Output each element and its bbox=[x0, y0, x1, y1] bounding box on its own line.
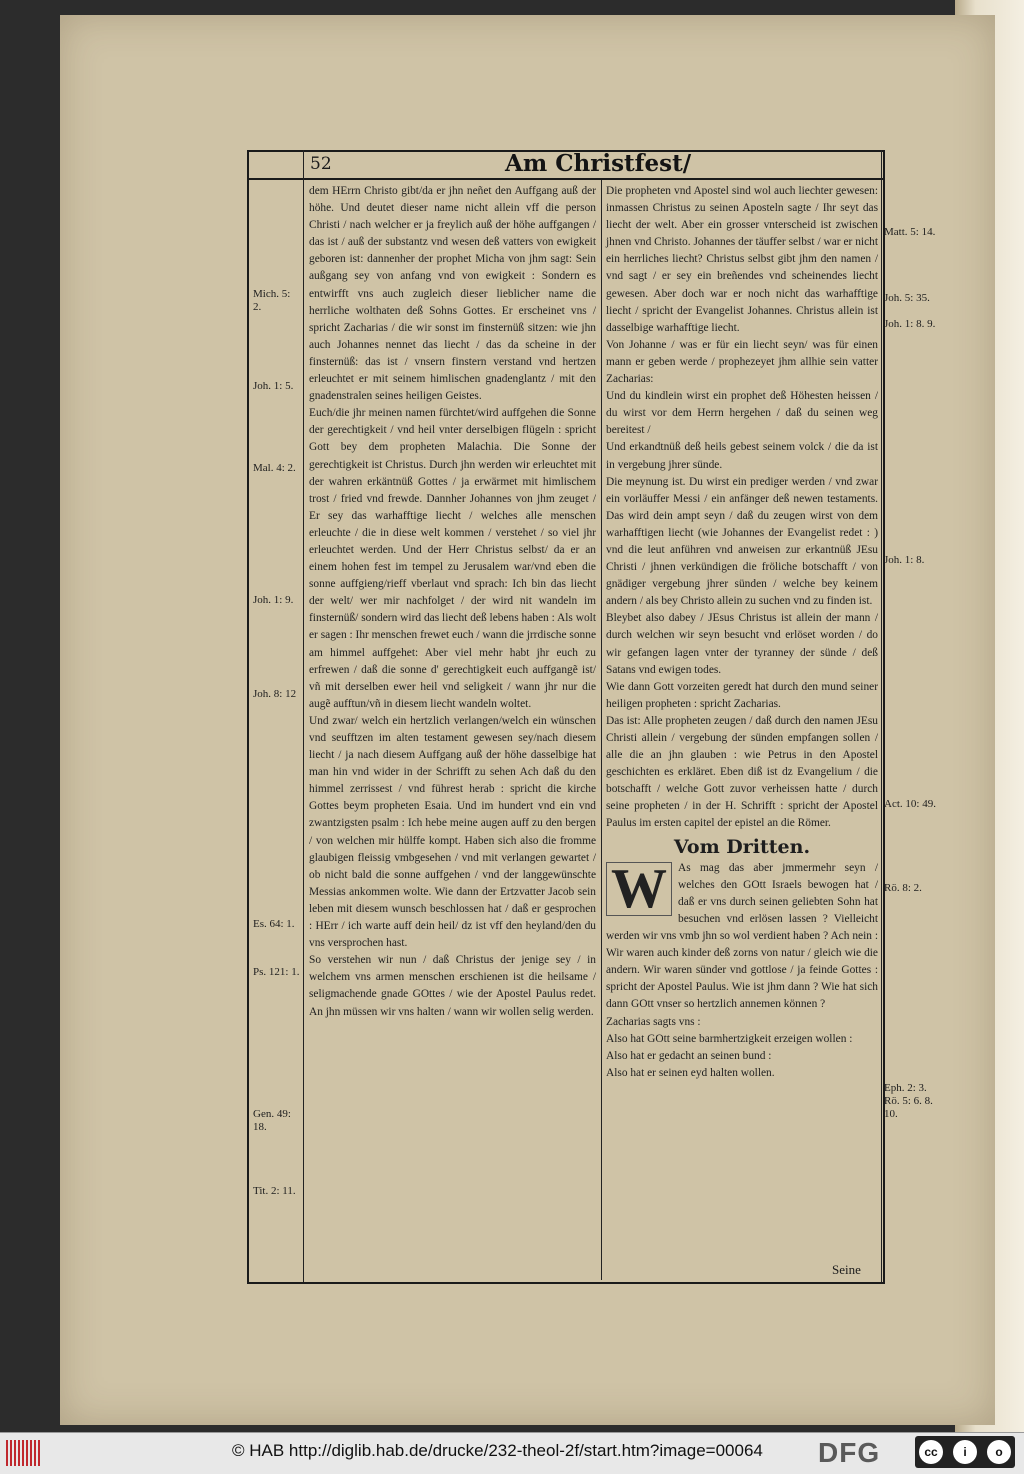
dropcap-initial: W bbox=[606, 862, 672, 916]
column-divider bbox=[601, 180, 602, 1280]
paragraph: Also hat er gedacht an seinen bund : bbox=[606, 1049, 772, 1062]
margin-note: Joh. 1: 8. bbox=[884, 554, 925, 566]
right-text-column bbox=[606, 183, 878, 1082]
header-rule bbox=[247, 178, 883, 180]
paragraph bbox=[606, 857, 878, 1014]
source-attribution-link[interactable]: © HAB http://diglib.hab.de/drucke/232-theol-2f/start.htm?image=00064 bbox=[232, 1441, 763, 1460]
paragraph: So verstehen wir nun / daß Christus der jenige sey / in welchem vns armen menschen erschienen ist die heilsame / seligmachende gnade GOttes / wie der Apostel Paulus redet. An jhn müssen wir vns halten / wann wir wollen selig werden. bbox=[309, 954, 596, 1018]
margin-note: Mich. 5: 2. bbox=[253, 288, 291, 313]
scripture-quote: Und du kindlein wirst ein prophet deß Höhesten heissen / du wirst vor dem Herrn hergehen / daß du seinen weg bereitest / bbox=[606, 390, 878, 437]
margin-note: Joh. 5: 35. bbox=[884, 292, 930, 304]
margin-note: Mal. 4: 2. bbox=[253, 462, 296, 474]
paragraph: Die propheten vnd Apostel sind wol auch liechter gewesen: inmassen Christus zu seinen Aposteln sagte / Ihr seyt das liecht der welt. Aber ein grosser vnterscheid ist zwischen jhnen vnd Christo. Johannes der täuffer selbst / war er nicht ein herrliches liecht? Christus selbst gibt jhm den namen / vnd sagt / er sey ein breñendes vnd scheinendes liecht gewesen. Aber doch war er noch nicht das warhafftige liecht / spricht der Evangelist Johannes. Christus allein ist dasselbige warhafftige liecht. bbox=[606, 185, 878, 334]
paragraph: Von Johanne / was er für ein liecht seyn/ was für einen mann er geben werde / prophezeyet jhm allhie sein vatter Zacharias: bbox=[606, 338, 878, 386]
margin-note: Act. 10: 49. bbox=[884, 798, 936, 810]
paragraph: Wie dann Gott vorzeiten geredt hat durch den mund seiner heiligen propheten : spricht Zacharias. bbox=[606, 680, 878, 710]
margin-note: Joh. 1: 8. 9. bbox=[884, 318, 936, 330]
margin-note: Tit. 2: 11. bbox=[253, 1185, 296, 1197]
attribution-icon: i bbox=[953, 1440, 977, 1464]
paragraph: Das ist: Alle propheten zeugen / daß durch den namen JEsu Christi allein / vergebung der sünden empfangen sollen / alle die an jhn glauben : wie Petrus in den Apostel geschichten es erkläret. Eben diß ist dz Evangelium / die botschafft / welche Gott zuvor verheissen hatte / durch seine propheten / in der H. Schrifft : spricht der Apostel Paulus im ersten capitel der epistel an die Römer. bbox=[606, 714, 878, 830]
left-text-column bbox=[309, 183, 596, 1021]
paragraph: Bleybet also dabey / JEsus Christus ist allein der mann / durch welchen wir seyn besucht vnd erlöset worden / do wir gefangen lagen vnter der tyranney der sünde / deß Satans vnd ewigen todes. bbox=[606, 612, 878, 676]
margin-note: Rö. 8: 2. bbox=[884, 882, 922, 894]
margin-note: Joh. 1: 9. bbox=[253, 594, 294, 606]
share-alike-icon: o bbox=[987, 1440, 1011, 1464]
paragraph: Und zwar/ welch ein hertzlich verlangen/welch ein wünschen vnd seufftzen im alten testament gewesen sey/nach diesem liecht / ja nach diesem Auffgang auß der höhe dasselbige hat man hin vnd wider in der Schrifft zu sehen Ach daß du den himmel zerrissest / vnd führest herab : spricht die kirche Gottes beym propheten Esaia. Und im hundert vnd ein vnd zwantzigsten psalm : Ich hebe meine augen auff zu den bergen / von welchen mir hülffe kompt. Haben sich also die fromme glaubigen fleissig vmbgesehen / vnd mit verlangen gewartet / ob nicht bald die sonne auffgehen / vnd der langgewünschte Messias ankommen wolte. Wie dann der Ertzvatter Jacob sein leben mit diesem wunsch beschlossen hat / daß er gesprochen : HErr / ich warte auff dein heil/ dz ist vff den heyland/den du vns versprochen hast. bbox=[309, 714, 596, 950]
margin-note: Es. 64: 1. bbox=[253, 918, 295, 930]
section-heading: Vom Dritten. bbox=[673, 835, 811, 858]
scripture-quote: Und erkandtnüß deß heils gebest seinem volck / die da ist in vergebung jhrer sünde. bbox=[606, 441, 878, 471]
margin-note: Ps. 121: 1. bbox=[253, 966, 300, 978]
dfg-logo: DFG bbox=[818, 1437, 881, 1468]
paragraph: Zacharias sagts vns : bbox=[606, 1015, 701, 1028]
right-margin-rule bbox=[881, 150, 882, 1282]
margin-note: Matt. 5: 14. bbox=[884, 226, 936, 238]
margin-note: Gen. 49: 18. bbox=[253, 1108, 291, 1133]
paragraph: Also hat er seinen eyd halten wollen. bbox=[606, 1066, 775, 1079]
library-barcode-icon bbox=[6, 1440, 42, 1466]
margin-note: Eph. 2: 3. Rö. 5: 6. 8. 10. bbox=[884, 1082, 933, 1120]
running-title: Am Christfest/ bbox=[505, 150, 692, 177]
catchword: Seine bbox=[832, 1262, 861, 1277]
left-margin-rule bbox=[303, 150, 304, 1282]
paragraph-text: As mag das aber jmmermehr seyn / welches den GOtt Israels bewogen hat / daß er vns durch seinen geliebten Sohn hat besuchen vnd erlösen lassen ? Vielleicht werden wir vns vmb jhn so wol verdient haben ? Ach nein : Wir waren auch kinder deß zorns von natur / gleich wie die andern. Wir waren sünder vnd gottlose / ja feinde Gottes : spricht der Apostel Paulus. Wie ist jhm dann ? Wie hat sich dann GOtt vnser so hertzlich annemen können ? bbox=[606, 861, 878, 1011]
page-number: 52 bbox=[310, 154, 332, 174]
license-badge[interactable] bbox=[915, 1436, 1015, 1468]
cc-icon: cc bbox=[919, 1440, 943, 1464]
paragraph: Also hat GOtt seine barmhertzigkeit erzeigen wollen : bbox=[606, 1032, 853, 1045]
paragraph: dem HErrn Christo gibt/da er jhn neñet den Auffgang auß der höhe. Und deutet dieser name nicht allein vff die person Christi / nach welcher er ja freylich auß der höhe auffgangen / das ist / auß der substantz vnd wesen deß vatters von ewigkeit geboren ist: dannenher der prophet Micha von jhm sagt: Sein außgang sey von anfang vnd von ewigkeit : Sondern es entwirfft vns auch zugleich dieser lieblicher name die herrliche wolthaten deß Sohns Gottes. Er erscheinet vns / spricht Zacharias / die wir sonst im finsternüß sitzen: wie jhn auch Johannes nennet das liecht / das da scheine in der finsternüß: das ist / vnsern finstern verstand vnd hertzen erleuchtet er mit seinem himlischen gnadenglantz / mit den gnadenstralen seines heiligen Geistes. bbox=[309, 185, 596, 403]
paragraph: Euch/die jhr meinen namen fürchtet/wird auffgehen die Sonne der gerechtigkeit / vnd heil vnter derselbigen flügeln : spricht Gott bey dem propheten Malachia. Die Sonne der gerechtigkeit ist Christus. Durch jhn werden wir erleuchtet mit der wahren erkäntnüß Gottes / ja erwärmet mit himlischem trost / fried vnd frewde. Dannher Johannes von jhm zeuget / Er sey das warhafftige liecht / welches alle menschen erleuchte / die in diese welt kommen / verstehet / so viel jhr erleuchtet werden. Und der Herr Christus selbst/ da er an einem hohen fest im tempel zu Jerusalem war/vnd eben die sonne auffgieng/rieff vberlaut vnd sprach: Ich bin das liecht der welt/ wer mir nachfolget / der wird nit wandeln im finsternüß/ sondern wird das liecht deß lebens haben : Als wolt er sagen : Ihr menschen frewet euch / wann die jrrdische sonne am himmel auffgehet: Aber viel mehr habt jhr euch zu erfrewen / daß die sonne d' gerechtigkeit euch auffgangẽ ist/ vñ mit derselben ewer heil vnd seligkeit / wann jhr nur die augẽ aufftun/vñ in diesem liecht wandeln woltet. bbox=[309, 407, 596, 710]
margin-note: Joh. 1: 5. bbox=[253, 380, 294, 392]
margin-note: Joh. 8: 12 bbox=[253, 688, 297, 700]
paragraph: Die meynung ist. Du wirst ein prediger werden / vnd zwar ein vorläuffer Messi / ein anfänger deß newen testaments. Das wird dein ampt seyn / daß du zeugen wirst von dem warhafftigen liecht (wie Johannes der Evangelist redet : ) vnd die leut anführen vnd anweisen zur erkantnüß JEsu Christi / jhnen verkündigen die fröliche botschafft / von gnädiger vergebung jhrer sünden / welche bey keinem andern / als bey Christo allein zu suchen vnd zu finden ist. bbox=[606, 475, 878, 608]
